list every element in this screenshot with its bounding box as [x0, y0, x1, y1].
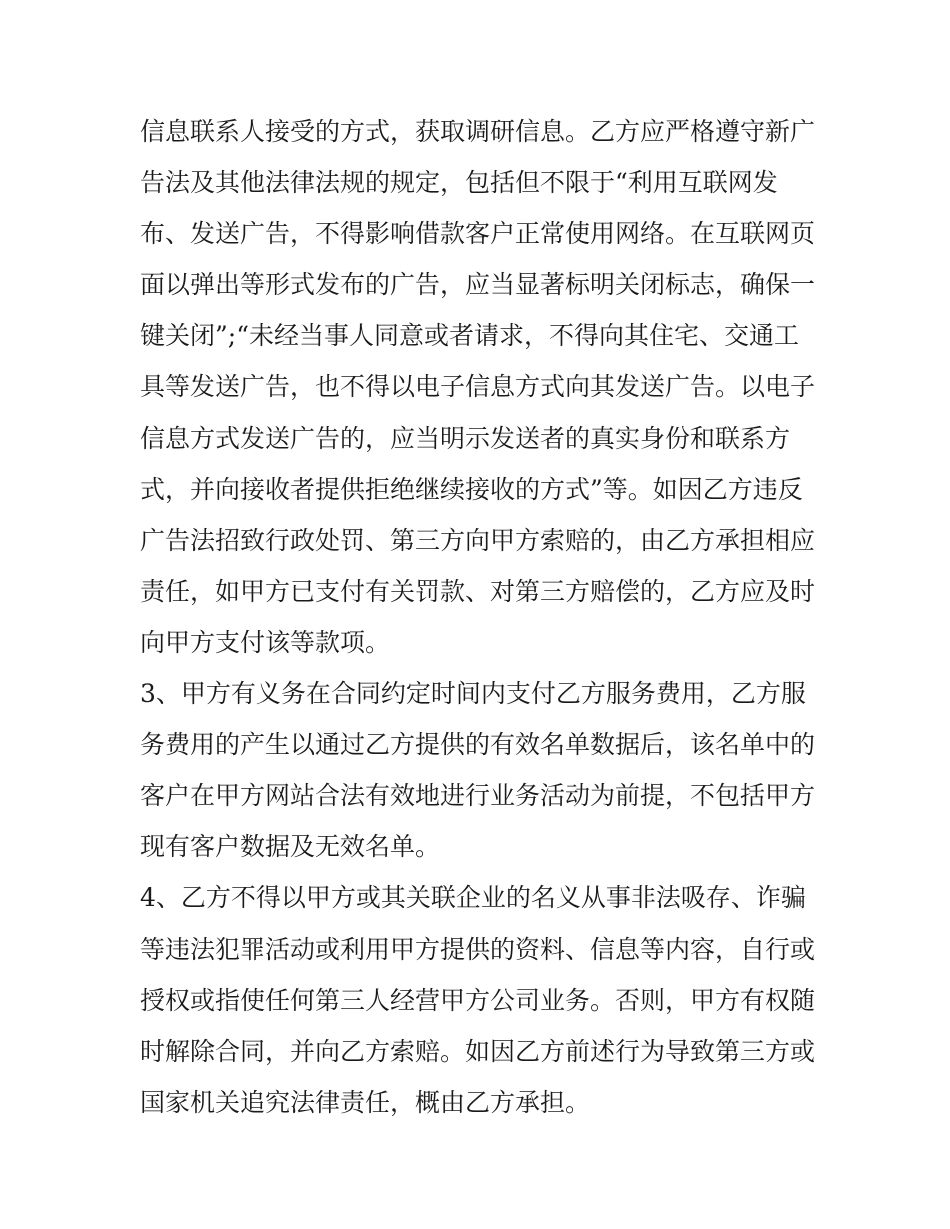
- text-line: 面以弹出等形式发布的广告，应当显著标明关闭标志，确保一: [140, 270, 816, 300]
- text-line: 责任，如甲方已支付有关罚款、对第三方赔偿的，乙方应及时: [140, 576, 816, 606]
- text-line: 广告法招致行政处罚、第三方向甲方索赔的，由乙方承担相应: [140, 525, 816, 555]
- text-line: 信息联系人接受的方式，获取调研信息。乙方应严格遵守新广: [140, 117, 816, 146]
- text-line: 等违法犯罪活动或利用甲方提供的资料、信息等内容，自行或: [140, 934, 816, 964]
- text-line: 时解除合同，并向乙方索赔。如因乙方前述行为导致第三方或: [140, 1036, 816, 1066]
- text-line: 告法及其他法律法规的规定，包括但不限于“利用互联网发: [140, 168, 778, 198]
- clause-3-line: 3、甲方有义务在合同约定时间内支付乙方服务费用，乙方服: [140, 679, 806, 709]
- text-line: 具等发送广告，也不得以电子信息方式向其发送广告。以电子: [140, 372, 816, 402]
- text-line: 国家机关追究法律责任，概由乙方承担。: [140, 1087, 591, 1117]
- text-line: 现有客户数据及无效名单。: [140, 832, 441, 862]
- text-line: 授权或指使任何第三人经营甲方公司业务。否则，甲方有权随: [140, 985, 816, 1015]
- clause-4-line: 4、乙方不得以甲方或其关联企业的名义从事非法吸存、诈骗: [140, 883, 806, 913]
- text-line: 式，并向接收者提供拒绝继续接收的方式”等。如因乙方违反: [140, 474, 803, 504]
- contract-text: [140, 106, 820, 1128]
- text-line: 向甲方支付该等款项。: [140, 627, 391, 657]
- text-line: 布、发送广告，不得影响借款客户正常使用网络。在互联网页: [140, 219, 816, 249]
- text-line: 务费用的产生以通过乙方提供的有效名单数据后，该名单中的: [140, 730, 816, 760]
- text-line: 信息方式发送广告的，应当明示发送者的真实身份和联系方: [140, 423, 791, 453]
- text-line: 键关闭”;“未经当事人同意或者请求，不得向其住宅、交通工: [140, 321, 799, 351]
- text-line: 客户在甲方网站合法有效地进行业务活动为前提，不包括甲方: [140, 781, 816, 811]
